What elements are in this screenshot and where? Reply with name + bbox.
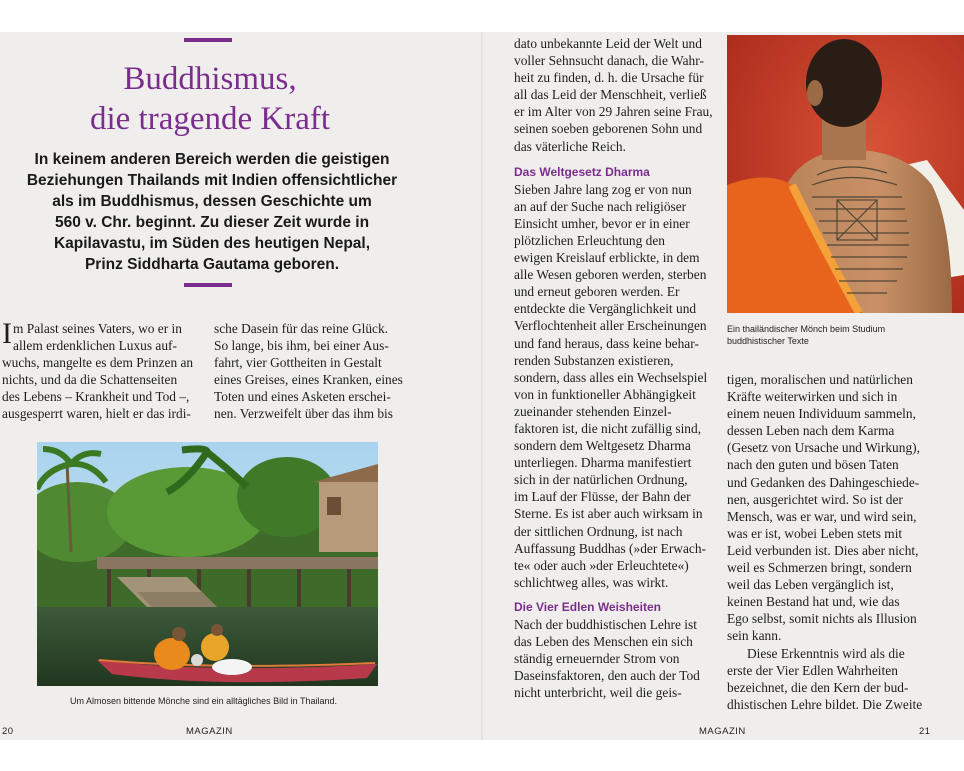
body-line: eines Greises, eines Kranken, eines [214,372,403,388]
footer-label: MAGAZIN [186,726,233,737]
body-line: und erneut geboren werden. Er [514,284,680,300]
footer-label: MAGAZIN [699,726,746,737]
body-line: dhistischen Lehre bildet. Die Zweite [727,696,923,712]
body-line: unterliegen. Dharma manifestiert [514,455,692,471]
body-line: einem neuen Individuum sammeln, [727,406,916,422]
body-line: und Gedanken des Dahingeschiede- [727,474,920,490]
page-number: 21 [919,726,931,737]
body-line: an auf der Suche nach religiöser [514,198,687,214]
section-heading-dharma: Das Weltgesetz Dharma [514,164,650,179]
monks-boat-illustration [37,442,378,686]
body-line: alle Wesen geboren werden, sterben [514,267,707,283]
body-line: nen. Verzweifelt über das ihm bis [214,406,393,422]
body-line: der sittlichen Ordnung, ist nach [514,523,683,539]
body-line: Sieben Jahre lang zog er von nun [514,181,692,197]
body-line: nichts, und da die Schattenseiten [2,372,178,388]
body-line: keinen Bestand hat und, wie das [727,594,900,610]
body-line: Ego selbst, somit nichts als Illusion [727,611,917,627]
title-line: die tragende Kraft [89,101,331,137]
body-line: sche Dasein für das reine Glück. [214,321,389,336]
body-line: dato unbekannte Leid der Welt und [514,36,702,51]
body-column-2 [214,320,414,423]
body-line: nen, ausgerichtet wird. So ist der [727,491,903,507]
body-line: Kräfte weiterwirken und sich in [727,389,898,405]
body-line: sondern, dass alles ein Wechselspiel [514,369,708,385]
body-line: was er ist, wobei Leben stets mit [727,525,903,541]
body-line: erste der Vier Edlen Wahrheiten [727,662,898,678]
body-line: er im Alter von 29 Jahren seine Frau, [514,104,713,120]
body-line: Sterne. Es ist aber auch wirksam in [514,506,703,522]
body-line: Nach der buddhistischen Lehre ist [514,616,697,632]
body-line: plötzlichen Erleuchtung den [514,232,665,248]
page-number: 20 [2,726,14,737]
body-line: ausgesperrt waren, hielt er das irdi- [2,406,191,422]
body-line: bezeichnet, die den Kern der bud- [727,679,909,695]
body-line: renden Substanzen existieren, [514,352,674,368]
monks-boat-photo [37,442,378,686]
body-line: So lange, bis ihm, bei einer Aus- [214,338,389,354]
body-line: ständig erneuernder Strom von [514,651,680,667]
photo-caption [727,323,885,347]
lead-line: Beziehungen Thailands mit Indien offensichtlicher [26,172,398,189]
body-line: von in funktioneller Abhängigkeit [514,386,696,402]
body-line: tigen, moralischen und natürlichen [727,372,913,387]
title-top-rule [184,38,232,42]
body-line: seinen soeben geborenen Sohn und [514,121,703,137]
body-line: ewigen Kreislauf erblickte, in dem [514,250,700,266]
lead-line: Prinz Siddharta Gautama geboren. [84,256,340,273]
monk-tattoo-photo [727,35,964,313]
body-line: und fand heraus, dass keine behar- [514,335,699,351]
monk-tattoo-illustration [727,35,964,313]
body-line: nicht unterbricht, weil die geis- [514,685,682,701]
body-line: Leid verbunden ist. Dies aber nicht, [727,542,919,558]
body-line: Diese Erkenntnis wird als die [747,645,905,661]
body-line: allem erdenklichen Luxus auf- [13,338,177,354]
body-line: Mensch, was er war, und wird sein, [727,508,917,524]
lead-line: als im Buddhismus, dessen Geschichte um [52,193,372,210]
body-line: sich in der natürlichen Ordnung, [514,472,688,488]
photo-caption: Um Almosen bittende Mönche sind ein alltägliches Bild in Thailand. [70,696,337,706]
body-line: des Lebens – Krankheit und Tod –, [2,389,190,405]
article-title [40,59,380,139]
body-line: weil es Schmerzen bringt, sondern [727,560,912,576]
body-line: sein kann. [727,628,782,644]
body-line: zueinander stehenden Einzel- [514,403,672,419]
body-line: (Gesetz von Ursache und Wirkung), [727,440,920,456]
caption-line: buddhistischer Texte [727,336,809,346]
caption-line: Ein thailändischer Mönch beim Studium [727,324,886,334]
body-line: entdeckte die Vergänglichkeit und [514,301,697,317]
lead-paragraph [12,149,412,275]
body-line: das väterliche Reich. [514,138,626,154]
body-line: weil das Leben vergänglich ist, [727,577,894,593]
lead-line: Kapilavastu, im Süden des heutigen Nepal, [53,235,371,252]
body-line: Toten und eines Asketen erschei- [214,389,391,405]
body-line: Verflochtenheit aller Erscheinungen [514,318,707,334]
body-line: m Palast seines Vaters, wo er in [13,321,182,336]
body-line: nach den guten und bösen Taten [727,457,899,473]
body-line: Daseinsfaktoren, den auch der Tod [514,668,700,684]
right-page [483,32,964,740]
body-line: das Leben des Menschen ein sich [514,634,693,649]
lead-line: In keinem anderen Bereich werden die geistigen [34,151,390,168]
body-line: Auffassung Buddhas (»der Erwach- [514,540,707,556]
title-line: Buddhismus, [123,61,297,97]
body-line: wuchs, mangelte es dem Prinzen an [2,355,194,371]
body-column-1 [2,317,207,423]
body-line: voller Sehnsucht danach, die Wahr- [514,53,704,69]
body-line: schlichtweg alles, was wirkt. [514,574,669,590]
left-page [0,32,481,740]
body-line: sondern dem Weltgesetz Dharma [514,438,691,454]
lead-bottom-rule [184,283,232,287]
drop-cap: I [2,317,12,350]
body-column-3 [514,35,719,701]
body-line: faktoren ist, die nicht zufällig sind, [514,420,702,436]
body-line: Einsicht umher, bevor er in einer [514,215,690,231]
body-line: dessen Leben nach dem Karma [727,423,895,439]
body-line: all das Leid der Menschheit, verließ [514,87,707,103]
body-column-4 [727,371,932,713]
body-line: te« oder auch »der Erleuchtete«) [514,557,689,573]
body-line: fahrt, vier Gottheiten in Gestalt [214,355,382,371]
lead-line: 560 v. Chr. beginnt. Zu dieser Zeit wurde in [54,214,370,231]
body-line: im Lauf der Flüsse, der Bahn der [514,489,691,505]
body-line: heit zu finden, d. h. die Ursache für [514,70,704,86]
section-heading-wahrheiten: Die Vier Edlen Weisheiten [514,599,661,614]
